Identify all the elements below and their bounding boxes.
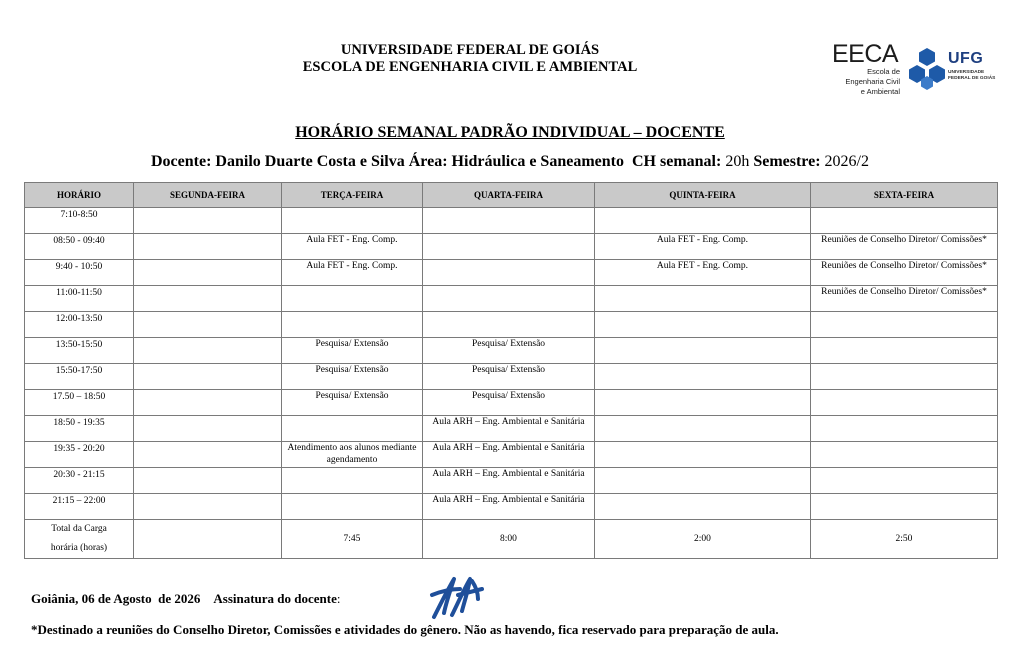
ufg-hexagon-icon — [908, 46, 946, 90]
ch-label: CH semanal: — [623, 153, 726, 170]
table-row — [25, 364, 998, 390]
table-cell: Aula ARH – Eng. Ambiental e Sanitária — [423, 494, 595, 520]
time-cell: 17.50 – 18:50 — [25, 390, 134, 416]
table-row — [25, 286, 998, 312]
signature-label: Assinatura do docente — [213, 591, 337, 606]
table-cell — [423, 312, 595, 338]
header-quarta: QUARTA-FEIRA — [423, 183, 595, 208]
signature-image — [428, 573, 488, 623]
time-cell: 9:40 - 10:50 — [25, 260, 134, 286]
table-cell — [282, 416, 423, 442]
total-segunda — [134, 520, 282, 559]
table-cell — [134, 364, 282, 390]
table-cell: Reuniões de Conselho Diretor/ Comissões* — [811, 260, 998, 286]
total-terca: 7:45 — [282, 520, 423, 559]
table-cell: Pesquisa/ Extensão — [423, 390, 595, 416]
ufg-logo-subtitle: UNIVERSIDADE FEDERAL DE GOIÁS — [948, 70, 996, 81]
time-cell: 18:50 - 19:35 — [25, 416, 134, 442]
semester-label: Semestre: — [749, 153, 825, 170]
table-row — [25, 234, 998, 260]
header-sexta: SEXTA-FEIRA — [811, 183, 998, 208]
table-cell — [134, 338, 282, 364]
time-cell: 11:00-11:50 — [25, 286, 134, 312]
header-horario: HORÁRIO — [25, 183, 134, 208]
table-cell — [811, 312, 998, 338]
table-cell — [134, 260, 282, 286]
table-cell: Aula FET - Eng. Comp. — [282, 234, 423, 260]
school-name: ESCOLA DE ENGENHARIA CIVIL E AMBIENTAL — [302, 59, 638, 75]
table-cell — [134, 208, 282, 234]
table-cell — [595, 286, 811, 312]
time-cell: 15:50-17:50 — [25, 364, 134, 390]
area-value: Hidráulica e Saneamento — [451, 153, 624, 170]
table-cell — [595, 416, 811, 442]
table-cell — [423, 208, 595, 234]
table-row — [25, 312, 998, 338]
schedule-table — [24, 182, 998, 559]
total-row — [25, 520, 998, 559]
table-cell — [134, 312, 282, 338]
ufg-logo-text: UFG — [948, 50, 984, 67]
table-cell — [134, 442, 282, 468]
table-cell — [811, 338, 998, 364]
time-cell: 08:50 - 09:40 — [25, 234, 134, 260]
header-segunda: SEGUNDA-FEIRA — [134, 183, 282, 208]
table-cell: Aula FET - Eng. Comp. — [595, 234, 811, 260]
table-header-row — [25, 183, 998, 208]
docente-info-line — [0, 153, 1020, 171]
table-row — [25, 390, 998, 416]
total-sexta: 2:50 — [811, 520, 998, 559]
table-cell — [595, 390, 811, 416]
table-cell — [595, 208, 811, 234]
time-cell: 13:50-15:50 — [25, 338, 134, 364]
total-quinta: 2:00 — [595, 520, 811, 559]
table-cell — [595, 494, 811, 520]
table-cell — [423, 260, 595, 286]
table-cell: Pesquisa/ Extensão — [282, 364, 423, 390]
area-label: Área: — [404, 153, 452, 170]
table-cell — [595, 468, 811, 494]
table-cell: Reuniões de Conselho Diretor/ Comissões* — [811, 234, 998, 260]
total-label-cell: Total da Carga horária (horas) — [25, 520, 134, 559]
header-terca: TERÇA-FEIRA — [282, 183, 423, 208]
table-cell — [595, 364, 811, 390]
table-cell — [134, 390, 282, 416]
table-cell — [134, 416, 282, 442]
eeca-logo-text: EECA — [832, 40, 899, 68]
table-cell — [595, 442, 811, 468]
table-cell — [811, 468, 998, 494]
table-cell: Aula ARH – Eng. Ambiental e Sanitária — [423, 442, 595, 468]
table-cell: Aula FET - Eng. Comp. — [282, 260, 423, 286]
table-row — [25, 416, 998, 442]
ch-value: 20h — [725, 153, 750, 170]
table-cell — [811, 208, 998, 234]
table-cell: Pesquisa/ Extensão — [282, 338, 423, 364]
table-row — [25, 468, 998, 494]
table-cell: Aula ARH – Eng. Ambiental e Sanitária — [423, 468, 595, 494]
table-cell — [282, 208, 423, 234]
docente-label: Docente: — [151, 153, 216, 170]
table-cell — [134, 286, 282, 312]
table-cell — [595, 312, 811, 338]
table-cell — [811, 364, 998, 390]
eeca-ufg-logo — [832, 40, 1002, 100]
table-cell: Pesquisa/ Extensão — [423, 338, 595, 364]
table-cell: Aula ARH – Eng. Ambiental e Sanitária — [423, 416, 595, 442]
table-cell — [282, 286, 423, 312]
total-quarta: 8:00 — [423, 520, 595, 559]
time-cell: 12:00-13:50 — [25, 312, 134, 338]
table-cell — [423, 286, 595, 312]
table-row — [25, 260, 998, 286]
table-cell: Atendimento aos alunos mediante agendamento — [282, 442, 423, 468]
table-cell — [423, 234, 595, 260]
time-cell: 20:30 - 21:15 — [25, 468, 134, 494]
table-row — [25, 208, 998, 234]
table-cell — [811, 416, 998, 442]
table-row — [25, 338, 998, 364]
table-row — [25, 442, 998, 468]
document-title: HORÁRIO SEMANAL PADRÃO INDIVIDUAL – DOCENTE — [295, 124, 725, 141]
university-name: UNIVERSIDADE FEDERAL DE GOIÁS — [340, 42, 600, 58]
table-cell — [134, 234, 282, 260]
table-cell — [811, 494, 998, 520]
time-cell: 21:15 – 22:00 — [25, 494, 134, 520]
table-cell: Reuniões de Conselho Diretor/ Comissões* — [811, 286, 998, 312]
time-cell: 7:10-8:50 — [25, 208, 134, 234]
time-cell: 19:35 - 20:20 — [25, 442, 134, 468]
table-row — [25, 494, 998, 520]
docente-name: Danilo Duarte Costa e Silva — [215, 153, 405, 170]
table-cell — [134, 494, 282, 520]
table-cell — [282, 312, 423, 338]
table-cell — [282, 468, 423, 494]
footer-date-line: Goiânia, 06 de Agosto de 2026 Assinatura do docente: — [31, 591, 341, 606]
date-text: Goiânia, 06 de Agosto de 2026 — [31, 591, 201, 606]
table-cell — [595, 338, 811, 364]
header-quinta: QUINTA-FEIRA — [595, 183, 811, 208]
table-cell: Aula FET - Eng. Comp. — [595, 260, 811, 286]
table-cell — [811, 390, 998, 416]
table-cell: Pesquisa/ Extensão — [423, 364, 595, 390]
table-cell: Pesquisa/ Extensão — [282, 390, 423, 416]
table-cell — [134, 468, 282, 494]
table-cell — [811, 442, 998, 468]
eeca-logo-subtitle: Escola de Engenharia Civil e Ambiental — [845, 67, 900, 96]
semester-value: 2026/2 — [824, 153, 869, 170]
footer-note: *Destinado a reuniões do Conselho Diretor, Comissões e atividades do gênero. Não as havendo, fica reservado para preparação de aula. — [31, 622, 779, 637]
table-cell — [282, 494, 423, 520]
